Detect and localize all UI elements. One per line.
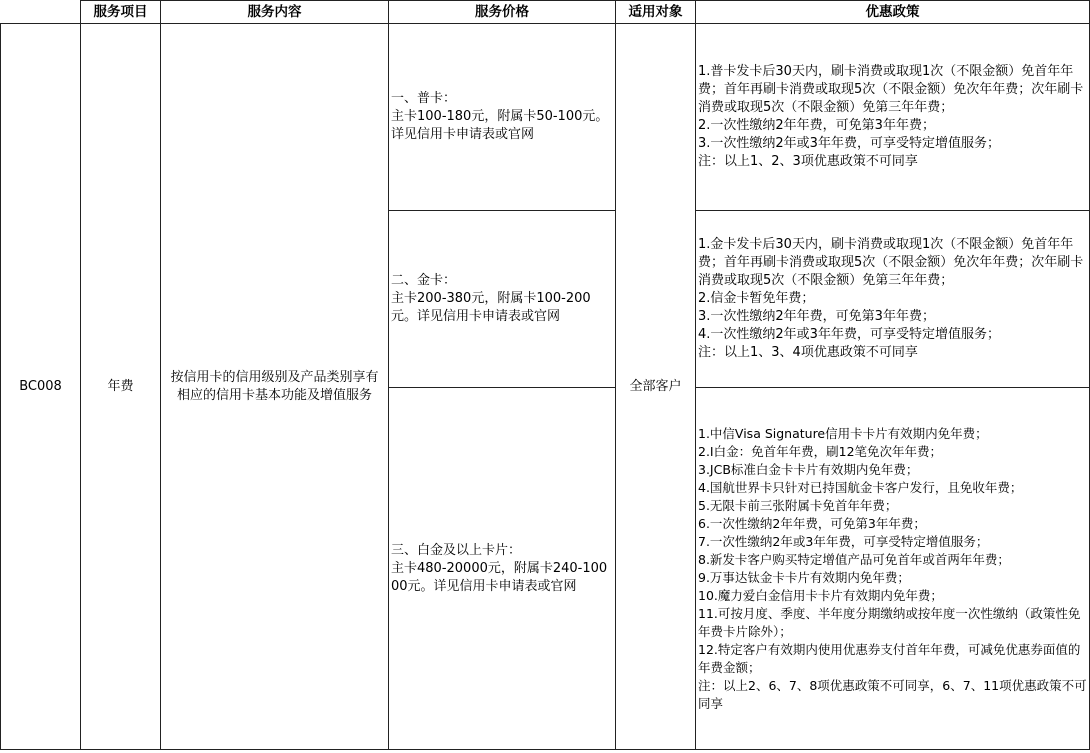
policy-cell-platinum: 1.中信Visa Signature信用卡卡片有效期内免年费； 2.I白金：免首年年费，刷12笔免次年年费； 3.JCB标准白金卡卡片有效期内免年费； 4.国航世界卡只针对已持国航金卡客户发行，且免收年费； 5.无限卡前三张附属卡免首年年费； 6.一次性缴纳2年年费，可免第3年年费； 7.一次性缴纳2年或3年年费，可享受特定增值服务； 8.新发卡客户购买特定增值产品可免首年或首两年年费； 9.万事达钛金卡卡片有效期内免年费； 10.魔力爱白金信用卡卡片有效期内免年费； 11.可按月度、季度、半年度分期缴纳或按年度一次性缴纳（政策性免年费卡片除外）； 12.特定客户有效期内使用优惠券支付首年年费，可减免优惠券面值的年费金额； 注：以上2、6、7、8项优惠政策不可同享，6、7、11项优惠政策不可同享 <box>696 388 1090 750</box>
header-service-item: 服务项目 <box>81 1 161 24</box>
policy-cell-standard: 1.普卡发卡后30天内，刷卡消费或取现1次（不限金额）免首年年费；首年再刷卡消费或取现5次（不限金额）免次年年费；次年刷卡消费或取现5次（不限金额）免第三年年费； 2.一次性缴纳2年年费，可免第3年年费； 3.一次性缴纳2年或3年年费，可享受特定增值服务； 注：以上1、2、3项优惠政策不可同享 <box>696 24 1090 211</box>
table-row <box>1 24 1090 211</box>
item-cell: 年费 <box>81 24 161 750</box>
header-policy: 优惠政策 <box>696 1 1090 24</box>
header-target: 适用对象 <box>616 1 696 24</box>
price-cell-platinum: 三、白金及以上卡片： 主卡480-20000元，附属卡240-10000元。详见信用卡申请表或官网 <box>389 388 616 750</box>
policy-cell-gold: 1.金卡发卡后30天内，刷卡消费或取现1次（不限金额）免首年年费；首年再刷卡消费或取现5次（不限金额）免次年年费；次年刷卡消费或取现5次（不限金额）免第三年年费； 2.信金卡暂免年费； 3.一次性缴纳2年年费，可免第3年年费； 4.一次性缴纳2年或3年年费，可享受特定增值服务； 注：以上1、3、4项优惠政策不可同享 <box>696 211 1090 388</box>
header-service-price: 服务价格 <box>389 1 616 24</box>
header-service-content: 服务内容 <box>161 1 389 24</box>
price-cell-standard: 一、普卡： 主卡100-180元，附属卡50-100元。详见信用卡申请表或官网 <box>389 24 616 211</box>
header-code <box>1 1 81 24</box>
target-cell: 全部客户 <box>616 24 696 750</box>
price-cell-gold: 二、金卡： 主卡200-380元，附属卡100-200元。详见信用卡申请表或官网 <box>389 211 616 388</box>
content-cell: 按信用卡的信用级别及产品类别享有相应的信用卡基本功能及增值服务 <box>161 24 389 750</box>
code-cell: BC008 <box>1 24 81 750</box>
header-row <box>1 1 1090 24</box>
